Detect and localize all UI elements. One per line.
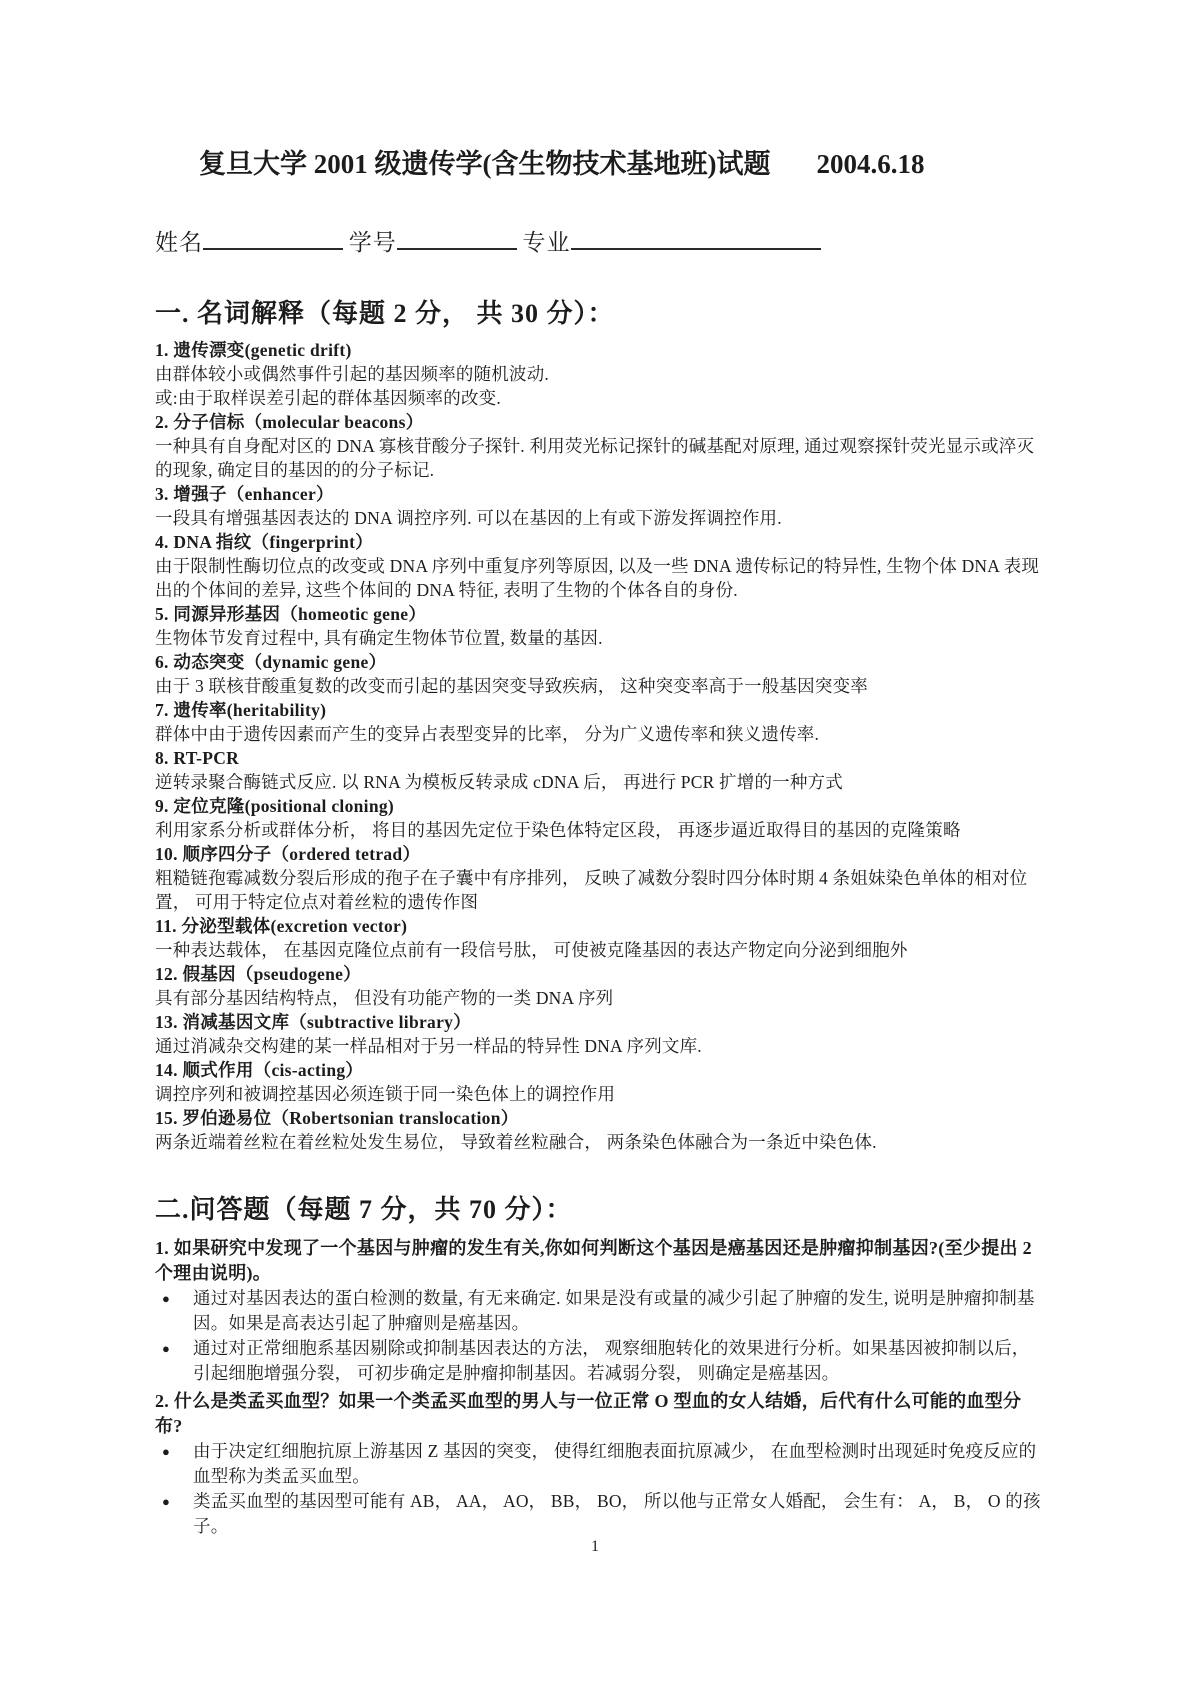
document-title-row bbox=[199, 148, 1042, 180]
term-definition: 利用家系分析或群体分析， 将目的基因先定位于染色体特定区段， 再逐步逼近取得目的基因的克隆策略 bbox=[155, 820, 961, 840]
term-definition: 一种表达载体， 在基因克隆位点前有一段信号肽， 可使被克隆基因的表达产物定向分泌到细胞外 bbox=[155, 940, 908, 960]
bullet-icon: ● bbox=[162, 1494, 170, 1509]
answer-bullet-row bbox=[155, 1489, 1042, 1539]
bullet-icon: ● bbox=[162, 1444, 170, 1459]
term-heading: 5. 同源异形基因（homeotic gene） bbox=[155, 604, 427, 624]
bullet-icon: ● bbox=[162, 1341, 170, 1356]
term-heading: 6. 动态突变（dynamic gene） bbox=[155, 652, 387, 672]
question-text: 2. 什么是类孟买血型？如果一个类孟买血型的男人与一位正常 O 型血的女人结婚，后代有什么可能的血型分布? bbox=[155, 1391, 1022, 1436]
term-heading: 2. 分子信标（molecular beacons） bbox=[155, 412, 424, 432]
student-id-blank bbox=[397, 226, 517, 250]
term-heading: 10. 顺序四分子（ordered tetrad） bbox=[155, 844, 421, 864]
term-heading: 1. 遗传漂变(genetic drift) bbox=[155, 340, 352, 360]
major-label: 专业 bbox=[522, 230, 571, 255]
answer-text: 通过对正常细胞系基因剔除或抑制基因表达的方法， 观察细胞转化的效果进行分析。如果基因被抑制以后， 引起细胞增强分裂， 可初步确定是肿瘤抑制基因。若减弱分裂， 则确定是癌基因。 bbox=[193, 1338, 1030, 1383]
term-definition: 一种具有自身配对区的 DNA 寡核苷酸分子探针. 利用荧光标记探针的碱基配对原理, 通过观察探针荧光显示或淬灭的现象, 确定目的基因的的分子标记. bbox=[155, 436, 1035, 480]
term-heading: 14. 顺式作用（cis-acting） bbox=[155, 1060, 364, 1080]
terms-list bbox=[155, 338, 1042, 1154]
questions-list bbox=[155, 1236, 1042, 1539]
section2-heading: 二.问答题（每题 7 分，共 70 分）： bbox=[155, 1195, 573, 1224]
term-definition: 调控序列和被调控基因必须连锁于同一染色体上的调控作用 bbox=[155, 1084, 616, 1104]
student-info-row bbox=[155, 226, 1042, 258]
term-definition: 由于限制性酶切位点的改变或 DNA 序列中重复序列等原因, 以及一些 DNA 遗传标记的特异性, 生物个体 DNA 表现出的个体间的差异, 这些个体间的 DNA 特征, 表明了生物的个体各自的身份. bbox=[155, 556, 1040, 600]
answer-bullet-row bbox=[155, 1439, 1042, 1489]
major-blank bbox=[571, 226, 821, 250]
term-definition: 具有部分基因结构特点， 但没有功能产物的一类 DNA 序列 bbox=[155, 988, 614, 1008]
term-definition: 通过消减杂交构建的某一样品相对于另一样品的特异性 DNA 序列文库. bbox=[155, 1036, 702, 1056]
term-definition: 群体中由于遗传因素而产生的变异占表型变异的比率， 分为广义遗传率和狭义遗传率. bbox=[155, 724, 820, 744]
question-text: 1. 如果研究中发现了一个基因与肿瘤的发生有关,你如何判断这个基因是癌基因还是肿瘤抑制基因?(至少提出 2 个理由说明)。 bbox=[155, 1238, 1032, 1283]
term-heading: 12. 假基因（pseudogene） bbox=[155, 964, 361, 984]
section1-heading: 一. 名词解释（每题 2 分， 共 30 分）： bbox=[155, 299, 615, 328]
page-number: 1 bbox=[591, 1538, 599, 1555]
term-definition: 一段具有增强基因表达的 DNA 调控序列. 可以在基因的上有或下游发挥调控作用. bbox=[155, 508, 782, 528]
term-definition: 两条近端着丝粒在着丝粒处发生易位， 导致着丝粒融合， 两条染色体融合为一条近中染色体. bbox=[155, 1132, 877, 1152]
document-date: 2004.6.18 bbox=[816, 149, 925, 179]
answer-text: 由于决定红细胞抗原上游基因 Z 基因的突变， 使得红细胞表面抗原减少， 在血型检测时出现延时免疫反应的血型称为类孟买血型。 bbox=[193, 1441, 1037, 1486]
bullet-icon: ● bbox=[162, 1291, 170, 1306]
document-title: 复旦大学 2001 级遗传学(含生物技术基地班)试题 bbox=[199, 149, 771, 179]
term-heading: 15. 罗伯逊易位（Robertsonian translocation） bbox=[155, 1108, 519, 1128]
answer-bullet-row bbox=[155, 1336, 1042, 1386]
term-heading: 13. 消减基因文库（subtractive library） bbox=[155, 1012, 472, 1032]
term-heading: 9. 定位克隆(positional cloning) bbox=[155, 796, 395, 816]
term-heading: 7. 遗传率(heritability) bbox=[155, 700, 327, 720]
term-definition: 生物体节发育过程中, 具有确定生物体节位置, 数量的基因. bbox=[155, 628, 603, 648]
term-heading: 3. 增强子（enhancer） bbox=[155, 484, 334, 504]
term-definition: 逆转录聚合酶链式反应. 以 RNA 为模板反转录成 cDNA 后， 再进行 PCR 扩增的一种方式 bbox=[155, 772, 843, 792]
answer-text: 通过对基因表达的蛋白检测的数量, 有无来确定. 如果是没有或量的减少引起了肿瘤的发生, 说明是肿瘤抑制基因。如果是高表达引起了肿瘤则是癌基因。 bbox=[193, 1288, 1035, 1333]
term-heading: 8. RT-PCR bbox=[155, 748, 240, 768]
term-definition: 由群体较小或偶然事件引起的基因频率的随机波动. bbox=[155, 364, 549, 384]
term-heading: 4. DNA 指纹（fingerprint） bbox=[155, 532, 374, 552]
answer-text: 类孟买血型的基因型可能有 AB， AA， AO， BB， BO， 所以他与正常女人婚配， 会生有： A， B， O 的孩子。 bbox=[193, 1491, 1041, 1536]
answer-bullet-row bbox=[155, 1286, 1042, 1336]
term-definition: 或:由于取样误差引起的群体基因频率的改变. bbox=[155, 388, 501, 408]
term-definition: 粗糙链孢霉减数分裂后形成的孢子在子囊中有序排列， 反映了减数分裂时四分体时期 4 条姐妹染色单体的相对位置， 可用于特定位点对着丝粒的遗传作图 bbox=[155, 868, 1028, 912]
name-label: 姓名 bbox=[155, 230, 203, 255]
student-id-label: 学号 bbox=[348, 230, 397, 255]
term-heading: 11. 分泌型载体(excretion vector) bbox=[155, 916, 408, 936]
name-blank bbox=[203, 226, 343, 250]
term-definition: 由于 3 联核苷酸重复数的改变而引起的基因突变导致疾病， 这种突变率高于一般基因突变率 bbox=[155, 676, 868, 696]
